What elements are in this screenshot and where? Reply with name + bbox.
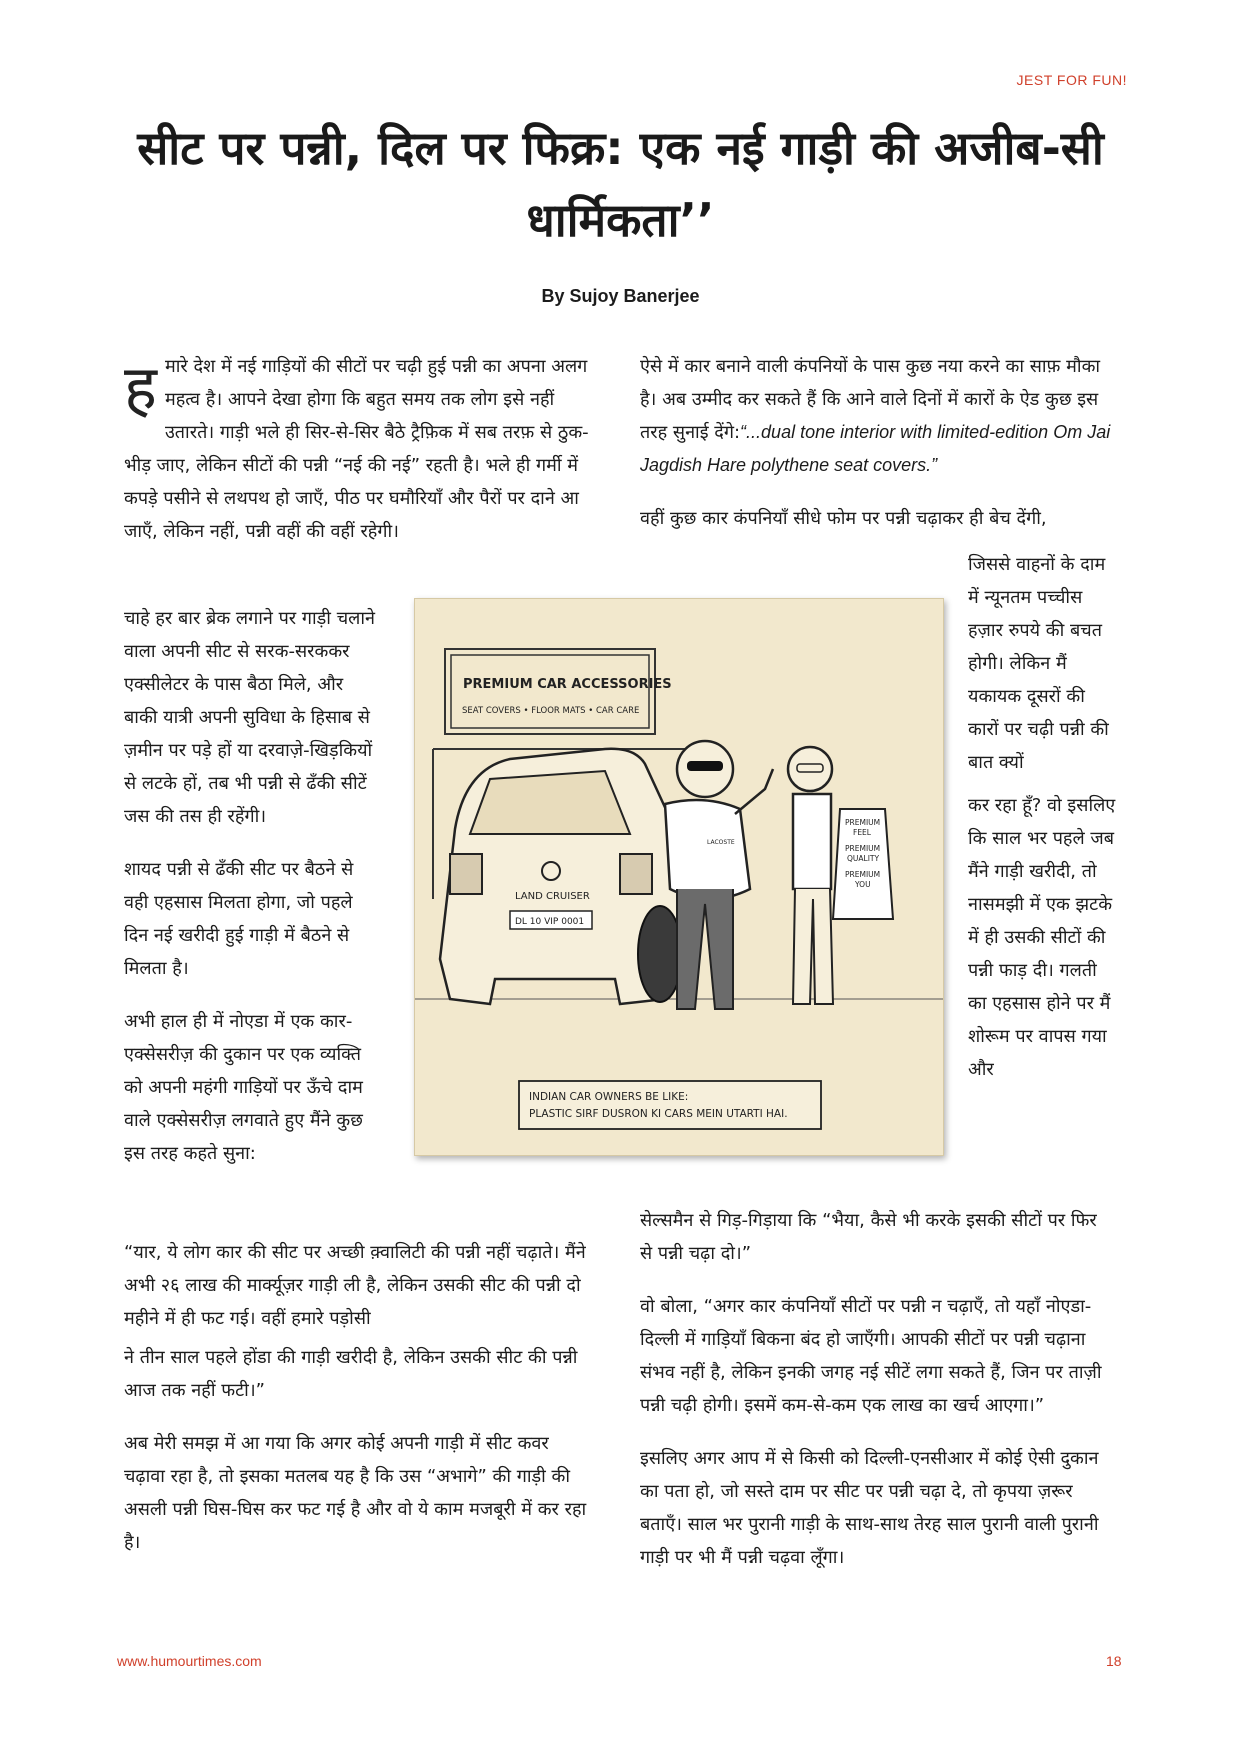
board-line: PREMIUM — [845, 844, 881, 853]
paragraph: अभी हाल ही में नोएडा में एक कार-एक्सेसरीज़ की दुकान पर एक व्यक्ति को अपनी महंगी गाड़ियों पर ऊँचे दाम वाले एक्सेसरीज़ लगवाते हुए मैंने कुछ इस तरह कहते सुना: — [124, 1011, 363, 1164]
section-tag: JEST FOR FUN! — [1016, 72, 1127, 88]
board-line: FEEL — [853, 828, 871, 837]
calm-man-head — [788, 747, 832, 791]
rear-window — [470, 771, 630, 834]
page-number: 18 — [1106, 1653, 1122, 1669]
right-column-narrow — [968, 548, 1116, 1106]
plate-text: DL 10 VIP 0001 — [515, 917, 585, 927]
caption-line-2: PLASTIC SIRF DUSRON KI CARS MEIN UTARTI HAI. — [529, 1108, 788, 1120]
board-line: PREMIUM — [845, 870, 881, 879]
paragraph-text: ऐसे में कार बनाने वाली कंपनियों के पास कुछ नया करने का साफ़ मौका है। अब उम्मीद कर सकते हैं कि आने वाले दिनों में कारों के ऐड कुछ इस तरह सुनाई देंगे: — [640, 356, 1101, 443]
left-column-bottom — [124, 1236, 590, 1579]
website-link[interactable]: www.humourtimes.com — [117, 1653, 262, 1669]
paragraph: शायद पन्नी से ढँकी सीट पर बैठने से वही एहसास मिलता होगा, जो पहले दिन नई खरीदी हुई गाड़ी में बैठने से मिलता है। — [124, 859, 354, 979]
paragraph: अब मेरी समझ में आ गया कि अगर कोई अपनी गाड़ी में सीट कवर चढ़ावा रहा है, तो इसका मतलब यह है कि उस “अभागे” की गाड़ी की असली पन्नी घिस-घिस कर फट गई है और वो ये काम मजबूरी में कर रहा है। — [124, 1433, 587, 1553]
paragraph — [124, 350, 590, 548]
angry-man-jeans — [677, 889, 733, 1009]
right-column-top — [640, 350, 1114, 535]
paragraph: इसलिए अगर आप में से किसी को दिल्ली-एनसीआर में कोई ऐसी दुकान का पता हो, जो सस्ते दाम पर सीट पर पन्नी चढ़ा दे, तो कृपया ज़रूर बताएँ। साल भर पुरानी गाड़ी के साथ-साथ तेरह साल पुरानी वाली पुरानी गाड़ी पर भी मैं पन्नी चढ़वा लूँगा। — [640, 1448, 1099, 1568]
angry-man-shirt — [665, 800, 750, 899]
paragraph: सेल्समैन से गिड़-गिड़ाया कि “भैया, कैसे भी करके इसकी सीटों पर फिर से पन्नी चढ़ा दो।” — [640, 1210, 1097, 1264]
paragraph — [640, 350, 1114, 482]
rear-wheel — [638, 906, 682, 1002]
right-column-bottom — [640, 1204, 1114, 1594]
cartoon-illustration — [414, 598, 944, 1156]
caption-box — [519, 1081, 821, 1129]
sunglasses-icon — [687, 761, 723, 771]
drop-cap: ह — [124, 351, 157, 424]
tail-light-right — [620, 854, 652, 894]
paragraph: “यार, ये लोग कार की सीट पर अच्छी क़्वालिटी की पन्नी नहीं चढ़ाते। मैंने अभी २६ लाख की मार्क्यूज़र गाड़ी ली है, लेकिन उसकी सीट की पन्नी दो महीने में ही फट गई। वहीं हमारे पड़ोसी — [124, 1242, 586, 1329]
english-quote: “...dual tone interior with limited-edition Om Jai Jagdish Hare polythene seat covers.” — [640, 422, 1111, 475]
board-line: PREMIUM — [845, 818, 881, 827]
board-line: QUALITY — [847, 854, 880, 863]
paragraph: ने तीन साल पहले होंडा की गाड़ी खरीदी है, लेकिन उसकी सीट की पन्नी आज तक नहीं फटी।” — [124, 1347, 578, 1401]
calm-man-shirt — [793, 794, 831, 889]
paragraph: जिससे वाहनों के दाम में न्यूनतम पच्चीस हज़ार रुपये की बचत होगी। लेकिन मैं यकायक दूसरों की कारों पर चढ़ी पन्नी की बात क्यों — [968, 554, 1109, 773]
calm-man-trousers — [793, 889, 833, 1004]
tail-light-left — [450, 854, 482, 894]
sign-subtitle: SEAT COVERS • FLOOR MATS • CAR CARE — [462, 706, 640, 716]
caption-line-1: INDIAN CAR OWNERS BE LIKE: — [529, 1091, 689, 1103]
left-column-narrow — [124, 602, 378, 1190]
paragraph-text: मारे देश में नई गाड़ियों की सीटों पर चढ़ी हुई पन्नी का अपना अलग महत्व है। आपने देखा होगा कि बहुत समय तक लोग इसे नहीं उतारते। गाड़ी भले ही सिर-से-सिर बैठे ट्रैफ़िक में सब तरफ़ से ठुक-भीड़ जाए, लेकिन सीटों की पन्नी “नई की नई” रहती है। भले ही गर्मी में कपड़े पसीने से लथपथ हो जाएँ, पीठ पर घमौरियाँ और पैरों पर दाने आ जाएँ, लेकिन नहीं, पन्नी वहीं की वहीं रहेगी। — [124, 356, 589, 542]
paragraph: वो बोला, “अगर कार कंपनियाँ सीटों पर पन्नी न चढ़ाएँ, तो यहाँ नोएडा-दिल्ली में गाड़ियाँ बिकना बंद हो जाएँगी। आपकी सीटों पर पन्नी चढ़ाना संभव नहीं है, लेकिन इनकी जगह नई सीटें लगा सकते हैं, जिन पर ताज़ी पन्नी चढ़ी होगी। इसमें कम-से-कम एक लाख का खर्च आएगा।” — [640, 1296, 1102, 1416]
article-title: सीट पर पन्नी, दिल पर फिक्र: एक नई गाड़ी की अजीब-सी धार्मिकता’’ — [137, 121, 1104, 247]
paragraph: कर रहा हूँ? वो इसलिए कि साल भर पहले जब मैंने गाड़ी खरीदी, तो नासमझी में एक झटके में ही उसकी सीटों की पन्नी फाड़ दी। गलती का एहसास होने पर मैं शोरूम पर वापस गया और — [968, 795, 1116, 1080]
left-column-top — [124, 350, 590, 568]
pointing-arm — [735, 769, 773, 814]
shirt-logo: LACOSTE — [707, 839, 735, 846]
cartoon-drawing — [415, 599, 943, 1155]
paragraph: वहीं कुछ कार कंपनियाँ सीधे फोम पर पन्नी चढ़ाकर ही बेच देंगी, — [640, 508, 1047, 529]
paragraph: चाहे हर बार ब्रेक लगाने पर गाड़ी चलाने वाला अपनी सीट से सरक-सरककर एक्सीलेटर के पास बैठा मिले, और बाकी यात्री अपनी सुविधा के हिसाब से ज़मीन पर पड़े हों या दरवाज़े-खिड़कियों से लटके हों, तब भी पन्नी से ढँकी सीटें जस की तस ही रहेंगी। — [124, 608, 375, 827]
car-badge: LAND CRUISER — [515, 891, 590, 902]
board-line: YOU — [855, 880, 871, 889]
sign-title: PREMIUM CAR ACCESSORIES — [463, 677, 672, 692]
byline: By Sujoy Banerjee — [541, 286, 700, 306]
